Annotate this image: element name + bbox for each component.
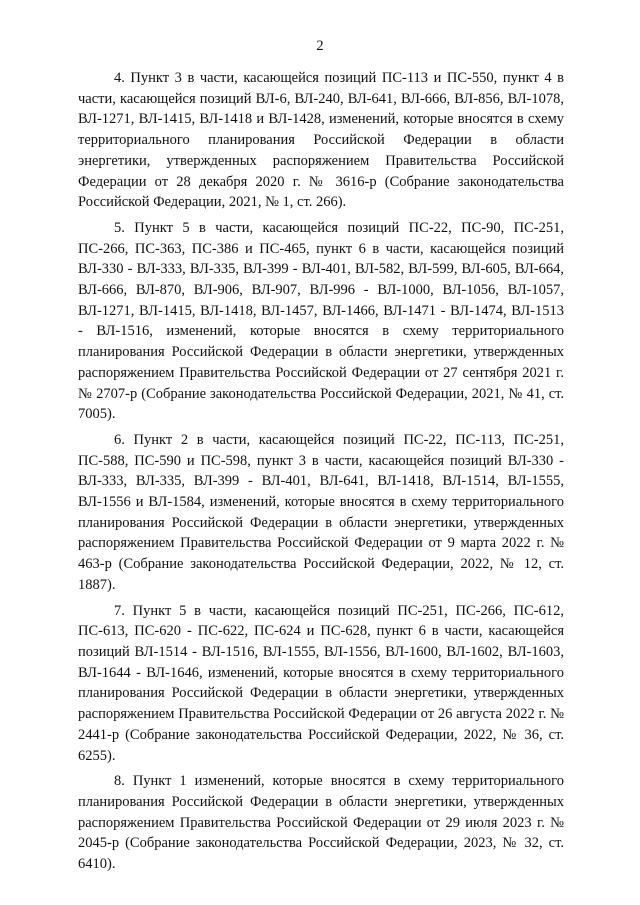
paragraph-4: 4. Пункт 3 в части, касающейся позиций ПС-113 и ПС-550, пункт 4 в части, касающейся позиций ВЛ-6, ВЛ-240, ВЛ-641, ВЛ-666, ВЛ-856, ВЛ-1078, ВЛ-1271, ВЛ-1415, ВЛ-1418 и ВЛ-1428, изменений, которые вносятся в схему территориального планирования Российской Федерации в области энергетики, утвержденных распоряжением Правительства Российской Федерации от 28 декабря 2020 г. № 3616-р (Собрание законодательства Российской Федерации, 2021, № 1, ст. 266).: [78, 70, 564, 211]
paragraph-8: 8. Пункт 1 изменений, которые вносятся в схему территориального планирования Российской Федерации в области энергетики, утвержденных распоряжением Правительства Российской Федерации от 29 июля 2023 г. № 2045-р (Собрание законодательства Российской Федерации, 2023, № 32, ст. 6410).: [78, 773, 564, 873]
paragraph-5: 5. Пункт 5 в части, касающейся позиций ПС-22, ПС-90, ПС-251, ПС-266, ПС-363, ПС-386 и ПС-465, пункт 6 в части, касающейся позиций ВЛ-330 - ВЛ-333, ВЛ-335, ВЛ-399 - ВЛ-401, ВЛ-582, ВЛ-599, ВЛ-605, ВЛ-664, ВЛ-666, ВЛ-870, ВЛ-906, ВЛ-907, ВЛ-996 - ВЛ-1000, ВЛ-1056, ВЛ-1057, ВЛ-1271, ВЛ-1415, ВЛ-1418, ВЛ-1457, ВЛ-1466, ВЛ-1471 - ВЛ-1474, ВЛ-1513 - ВЛ-1516, изменений, которые вносятся в схему территориального планирования Российской Федерации в области энергетики, утвержденных распоряжением Правительства Российской Федерации от 27 сентября 2021 г. № 2707-р (Собрание законодательства Российской Федерации, 2021, № 41, ст. 7005).: [78, 219, 564, 423]
paragraph-6: 6. Пункт 2 в части, касающейся позиций ПС-22, ПС-113, ПС-251, ПС-588, ПС-590 и ПС-598, пункт 3 в части, касающейся позиций ВЛ-330 - ВЛ-333, ВЛ-335, ВЛ-399 - ВЛ-401, ВЛ-641, ВЛ-1418, ВЛ-1514, ВЛ-1555, ВЛ-1556 и ВЛ-1584, изменений, которые вносятся в схему территориального планирования Российской Федерации в области энергетики, утвержденных распоряжением Правительства Российской Федерации от 9 марта 2022 г. № 463-р (Собрание законодательства Российской Федерации, 2022, № 12, ст. 1887).: [78, 431, 564, 593]
paragraph-7: 7. Пункт 5 в части, касающейся позиций ПС-251, ПС-266, ПС-612, ПС-613, ПС-620 - ПС-622, ПС-624 и ПС-628, пункт 6 в части, касающейся позиций ВЛ-1514 - ВЛ-1516, ВЛ-1555, ВЛ-1556, ВЛ-1600, ВЛ-1602, ВЛ-1603, ВЛ-1644 - ВЛ-1646, изменений, которые вносятся в схему территориального планирования Российской Федерации в области энергетики, утвержденных распоряжением Правительства Российской Федерации от 26 августа 2022 г. № 2441-р (Собрание законодательства Российской Федерации, 2022, № 36, ст. 6255).: [78, 602, 564, 764]
document-body: [78, 68, 564, 880]
page-number: 2: [316, 38, 324, 54]
